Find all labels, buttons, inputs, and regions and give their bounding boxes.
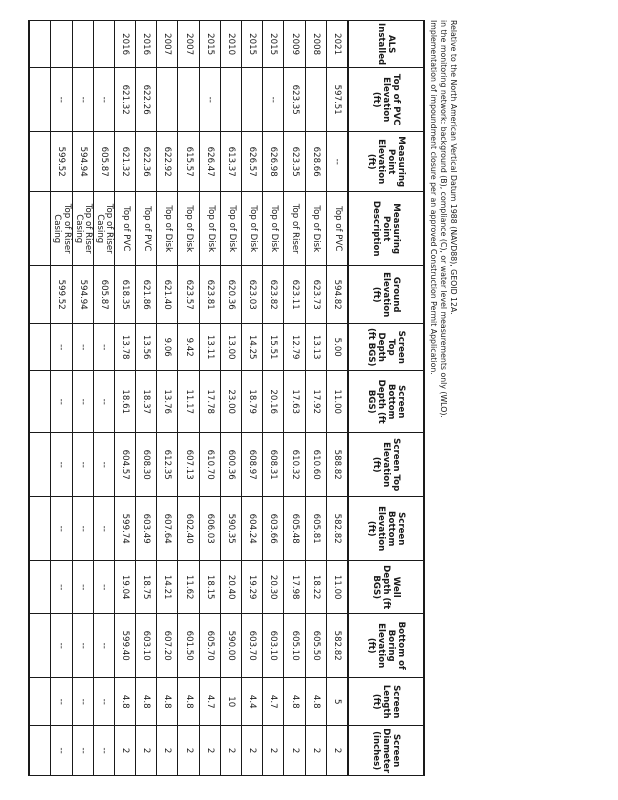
table-cell: 2 [220,726,241,776]
table-cell: 603.66 [263,497,284,561]
table-cell: 19.04 [114,561,135,614]
table-cell: 2 [263,726,284,776]
table-row [305,21,326,776]
table-cell [242,68,263,132]
table-cell: 605.10 [284,614,305,678]
table-cell: 605.48 [284,497,305,561]
table-cell: 610.32 [284,433,305,497]
table-cell: Top of Riser [284,192,305,266]
table-cell: -- [93,614,114,678]
table-cell: 13.13 [305,324,326,371]
column-header: Screen Bottom Depth (ft BGS) [348,371,424,433]
table-cell: Top of Disk [157,192,178,266]
table-cell: -- [72,433,93,497]
table-cell: -- [72,561,93,614]
column-header: Well Depth (ft BGS) [348,561,424,614]
table-cell: 626.98 [263,132,284,192]
table-cell: 603.10 [263,614,284,678]
table-row [178,21,199,776]
table-cell: 597.51 [326,68,348,132]
table-cell: 622.26 [136,68,157,132]
table-row [157,21,178,776]
table-cell: -- [263,68,284,132]
table-cell: 594.82 [326,266,348,324]
table-cell: 607.20 [157,614,178,678]
column-header: Ground Elevation (ft) [348,266,424,324]
table-cell: 2015 [242,21,263,68]
table-cell: 20.30 [263,561,284,614]
table-cell: -- [93,561,114,614]
table-cell: 600.36 [220,433,241,497]
well-construction-table [28,20,425,776]
table-cell: Top of Disk [263,192,284,266]
table-cell: 4.8 [157,678,178,726]
table-cell: -- [51,497,72,561]
table-cell: 14.21 [157,561,178,614]
column-header: ALS Installed [348,21,424,68]
table-cell: 2 [199,726,220,776]
table-cell: 623.57 [178,266,199,324]
table-cell: 2 [114,726,135,776]
table-cell: 599.40 [114,614,135,678]
table-cell [93,21,114,68]
table-cell: Top of Disk [242,192,263,266]
table-cell: -- [93,433,114,497]
table-cell: 5 [326,678,348,726]
table-cell: 622.92 [157,132,178,192]
table-cell: -- [93,68,114,132]
table-cell: 623.81 [199,266,220,324]
table-cell: Top of PVC [136,192,157,266]
table-cell: 623.82 [263,266,284,324]
table-cell: 621.86 [136,266,157,324]
table-cell: 618.35 [114,266,135,324]
table-cell: -- [72,68,93,132]
table-cell: 19.29 [242,561,263,614]
table-row [242,21,263,776]
table-cell: 17.92 [305,371,326,433]
table-cell [29,497,51,561]
table-cell: 4.8 [178,678,199,726]
table-row [284,21,305,776]
table-cell: 12.79 [284,324,305,371]
table-cell: -- [72,324,93,371]
table-cell [220,68,241,132]
table-cell: -- [51,68,72,132]
table-cell: -- [93,497,114,561]
table-cell: 628.66 [305,132,326,192]
table-cell: 14.25 [242,324,263,371]
table-cell: Top of Riser Casing [72,192,93,266]
table-cell: 594.94 [72,132,93,192]
table-cell: Top of Disk [220,192,241,266]
table-cell: 17.98 [284,561,305,614]
table-cell: -- [51,614,72,678]
table-row [72,21,93,776]
table-cell: 623.03 [242,266,263,324]
table-cell: 11.00 [326,561,348,614]
table-cell [29,561,51,614]
table-cell: 4.7 [263,678,284,726]
table-cell: 604.24 [242,497,263,561]
table-cell: 4.8 [136,678,157,726]
table-cell: 2021 [326,21,348,68]
table-cell: 11.17 [178,371,199,433]
table-cell: 4.8 [114,678,135,726]
table-cell [29,614,51,678]
table-cell: -- [93,678,114,726]
table-cell: -- [51,726,72,776]
table-cell: 612.35 [157,433,178,497]
table-cell: -- [51,433,72,497]
table-cell: 599.52 [51,266,72,324]
table-cell: 582.82 [326,497,348,561]
table-cell: 13.56 [136,324,157,371]
table-cell: 605.70 [199,614,220,678]
table-cell [178,68,199,132]
table-cell: 603.10 [136,614,157,678]
table-cell: 18.22 [305,561,326,614]
table-cell: -- [326,132,348,192]
column-header: Screen Top Elevation (ft) [348,433,424,497]
table-cell: 2 [284,726,305,776]
table-cell: 20.16 [263,371,284,433]
table-cell: 613.37 [220,132,241,192]
table-cell: 9.06 [157,324,178,371]
table-cell: Top of Disk [199,192,220,266]
table-cell: 2015 [263,21,284,68]
table-cell [29,68,51,132]
table-cell: Top of Riser Casing [51,192,72,266]
table-cell: 621.32 [114,132,135,192]
table-cell: 603.49 [136,497,157,561]
table-cell: 623.35 [284,132,305,192]
table-cell [29,132,51,192]
table-row [199,21,220,776]
table-cell: -- [72,371,93,433]
table-cell: 603.70 [242,614,263,678]
table-cell: 623.11 [284,266,305,324]
note-line: in the monitoring network: background (B), compliance (C), or water level measurements only (WLO). [439,20,448,418]
table-cell: 2 [178,726,199,776]
table-cell: 605.87 [93,266,114,324]
table-cell: 615.57 [178,132,199,192]
column-header: Measuring Point Description [348,192,424,266]
table-cell: -- [72,497,93,561]
table-cell: 11.00 [326,371,348,433]
table-cell: 2007 [178,21,199,68]
column-header: Screen Top Depth (ft BGS) [348,324,424,371]
table-cell: 4.7 [199,678,220,726]
table-row [51,21,72,776]
table-cell: 594.94 [72,266,93,324]
table-cell: 15.51 [263,324,284,371]
table-cell: 601.50 [178,614,199,678]
table-cell [72,21,93,68]
table-header-row [348,21,424,776]
table-cell [157,68,178,132]
table-row [114,21,135,776]
table-cell: 11.62 [178,561,199,614]
table-cell: -- [51,561,72,614]
table-cell: -- [93,726,114,776]
table-cell [29,192,51,266]
table-cell: 2 [242,726,263,776]
table-cell: 626.57 [242,132,263,192]
table-cell: 2015 [199,21,220,68]
column-header: Screen Bottom Elevation (ft) [348,497,424,561]
column-header: Top of PVC Elevation (ft) [348,68,424,132]
table-cell: Top of PVC [114,192,135,266]
table-cell: 2 [136,726,157,776]
table-cell [29,371,51,433]
table-cell: Top of Disk [305,192,326,266]
table-cell: 2009 [284,21,305,68]
table-cell: 623.73 [305,266,326,324]
table-body [29,21,348,776]
table-cell: 620.36 [220,266,241,324]
column-header: Screen Length (ft) [348,678,424,726]
table-cell: 610.60 [305,433,326,497]
table-cell: 604.57 [114,433,135,497]
table-cell: -- [51,324,72,371]
column-header: Measuring Point Elevation (ft) [348,132,424,192]
table-cell: 9.42 [178,324,199,371]
table-cell: 607.64 [157,497,178,561]
note-line: Relative to the North American Vertical Datum 1988 (NAVD88), GEOID 12A. [449,20,458,315]
table-cell [29,266,51,324]
table-cell: 2016 [114,21,135,68]
table-cell [29,678,51,726]
table-cell: 623.35 [284,68,305,132]
table-row [136,21,157,776]
table-cell: 2016 [136,21,157,68]
table-cell: 10 [220,678,241,726]
table-cell: -- [199,68,220,132]
note-line: Implementation of impoundment closure per an approved Construction Permit Application. [429,20,438,375]
table-cell: 18.15 [199,561,220,614]
table-cell: 605.50 [305,614,326,678]
table-cell: 23.00 [220,371,241,433]
table-cell: 4.8 [305,678,326,726]
table-cell: 20.40 [220,561,241,614]
table-cell: 610.70 [199,433,220,497]
table-cell: 4.8 [284,678,305,726]
table-row [29,21,51,776]
table-cell: 18.75 [136,561,157,614]
table-cell: 17.78 [199,371,220,433]
table-cell: Top of Disk [178,192,199,266]
table-cell [29,324,51,371]
table-cell: 621.32 [114,68,135,132]
table-cell: 2008 [305,21,326,68]
table-cell [305,68,326,132]
table-row [93,21,114,776]
table-cell [29,21,51,68]
table-cell: -- [51,371,72,433]
table-cell: 2007 [157,21,178,68]
table-cell: 599.74 [114,497,135,561]
table-cell: Top of Riser Casing [93,192,114,266]
table-cell: 18.37 [136,371,157,433]
table-cell: -- [93,324,114,371]
table-cell: 622.36 [136,132,157,192]
table-cell: 4.4 [242,678,263,726]
table-row [326,21,348,776]
table-cell: 18.79 [242,371,263,433]
table-cell: -- [72,678,93,726]
table-cell: 608.30 [136,433,157,497]
table-cell: -- [51,678,72,726]
table-cell: 590.00 [220,614,241,678]
table-cell: 605.87 [93,132,114,192]
table-cell: 607.13 [178,433,199,497]
table-notes [428,20,458,580]
table-cell: 13.76 [157,371,178,433]
table-cell: 13.11 [199,324,220,371]
column-header: Bottom of Boring Elevation (ft) [348,614,424,678]
table-cell: 605.81 [305,497,326,561]
table-cell: -- [93,371,114,433]
table-cell: 17.63 [284,371,305,433]
table-cell: 2010 [220,21,241,68]
table-cell: 2 [157,726,178,776]
table-cell: -- [72,726,93,776]
table-cell: 588.82 [326,433,348,497]
table-cell: 2 [326,726,348,776]
table-cell: 13.00 [220,324,241,371]
table-cell: 608.31 [263,433,284,497]
table-cell: 606.03 [199,497,220,561]
table-row [220,21,241,776]
table-row [263,21,284,776]
table-cell: -- [72,614,93,678]
table-cell: 2 [305,726,326,776]
table-cell [29,726,51,776]
table-cell: 582.82 [326,614,348,678]
column-header: Screen Diameter (inches) [348,726,424,776]
table-cell: 626.47 [199,132,220,192]
table-cell: 602.40 [178,497,199,561]
table-cell: 590.35 [220,497,241,561]
table-cell: 18.61 [114,371,135,433]
table-cell: 608.97 [242,433,263,497]
table-cell: 5.00 [326,324,348,371]
table-cell: 621.40 [157,266,178,324]
table-cell: 13.78 [114,324,135,371]
table-cell: Top of PVC [326,192,348,266]
table-cell: 599.52 [51,132,72,192]
table-cell [51,21,72,68]
table-cell [29,433,51,497]
